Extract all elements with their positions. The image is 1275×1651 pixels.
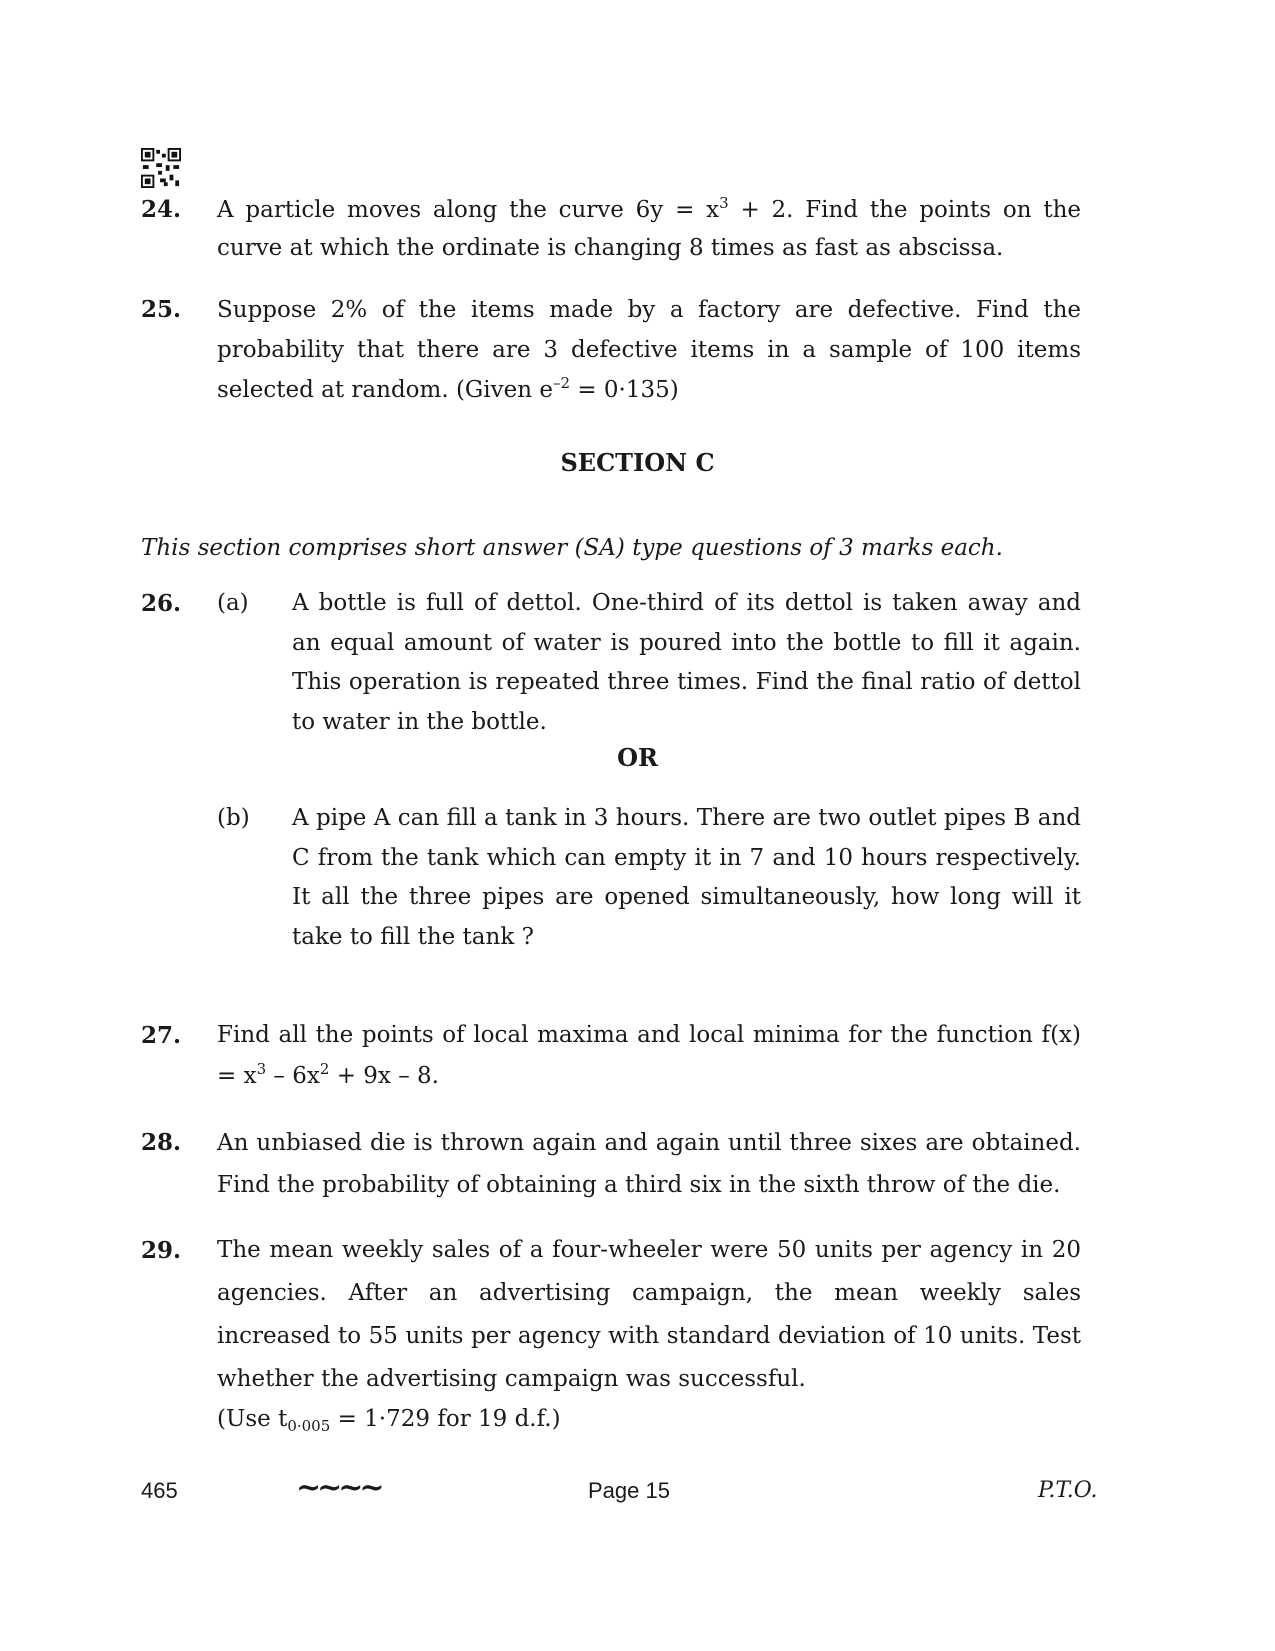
pto-label: P.T.O. — [1038, 1478, 1098, 1503]
question-note: (Use $t_{0\cdot 005} = 1\cdot 729$ for 19 d.f.) — [217, 1406, 561, 1435]
question-number: 24. — [141, 196, 182, 223]
section-intro: This section comprises short answer (SA) type questions of 3 marks each. — [141, 535, 1003, 561]
option-label: (a) — [217, 590, 249, 616]
question-26a — [217, 584, 1081, 742]
option-label: (b) — [217, 805, 250, 831]
question-number: 29. — [141, 1237, 182, 1264]
question-29 — [141, 1229, 1081, 1437]
qr-code-icon — [141, 148, 181, 188]
question-number: 26. — [141, 590, 182, 617]
question-text: Find all the points of local maxima and local minima for the function $f(x) = x^3 - 6x^2 + 9x - 8$. — [217, 1022, 1081, 1089]
question-text: A particle moves along the curve $6y = x^3 + 2$. Find the points on the curve at which the ordinate is changing 8 times as fast as abscissa. — [217, 194, 1081, 261]
question-25 — [141, 290, 1081, 410]
option-text: A pipe A can fill a tank in 3 hours. There are two outlet pipes B and C from the tank which can empty it in 7 and 10 hours respectively. It all the three pipes are opened simultaneously, how long will it take to fill the tank ? — [292, 805, 1081, 950]
page-number: Page 15 — [588, 1478, 670, 1503]
question-number: 28. — [141, 1129, 182, 1156]
or-divider: OR — [617, 743, 658, 772]
question-text: An unbiased die is thrown again and again until three sixes are obtained. Find the probability of obtaining a third six in the sixth throw of the die. — [217, 1130, 1081, 1198]
question-text: Suppose 2% of the items made by a factory are defective. Find the probability that there are 3 defective items in a sample of 100 items selected at random. (Given $e^{-2} = 0\cdot 135$) — [217, 297, 1081, 403]
paper-code: 465 — [141, 1478, 178, 1503]
question-24 — [141, 191, 1081, 267]
question-26 — [141, 584, 1081, 742]
question-text: The mean weekly sales of a four-wheeler were 50 units per agency in 20 agencies. After an advertising campaign, the mean weekly sales increased to 55 units per agency with standard deviation of 10 units. Test whether the advertising campaign was successful. — [217, 1237, 1081, 1392]
question-number: 27. — [141, 1022, 182, 1049]
option-text: A bottle is full of dettol. One-third of its dettol is taken away and an equal amount of water is poured into the bottle to fill it again. This operation is repeated three times. Find the final ratio of dettol to water in the bottle. — [292, 590, 1081, 735]
ornament: ~~~~ — [296, 1470, 381, 1505]
question-number: 25. — [141, 296, 182, 323]
question-27 — [141, 1015, 1081, 1097]
question-26b — [141, 799, 1081, 957]
section-title: SECTION C — [560, 448, 715, 477]
question-28 — [141, 1122, 1081, 1206]
